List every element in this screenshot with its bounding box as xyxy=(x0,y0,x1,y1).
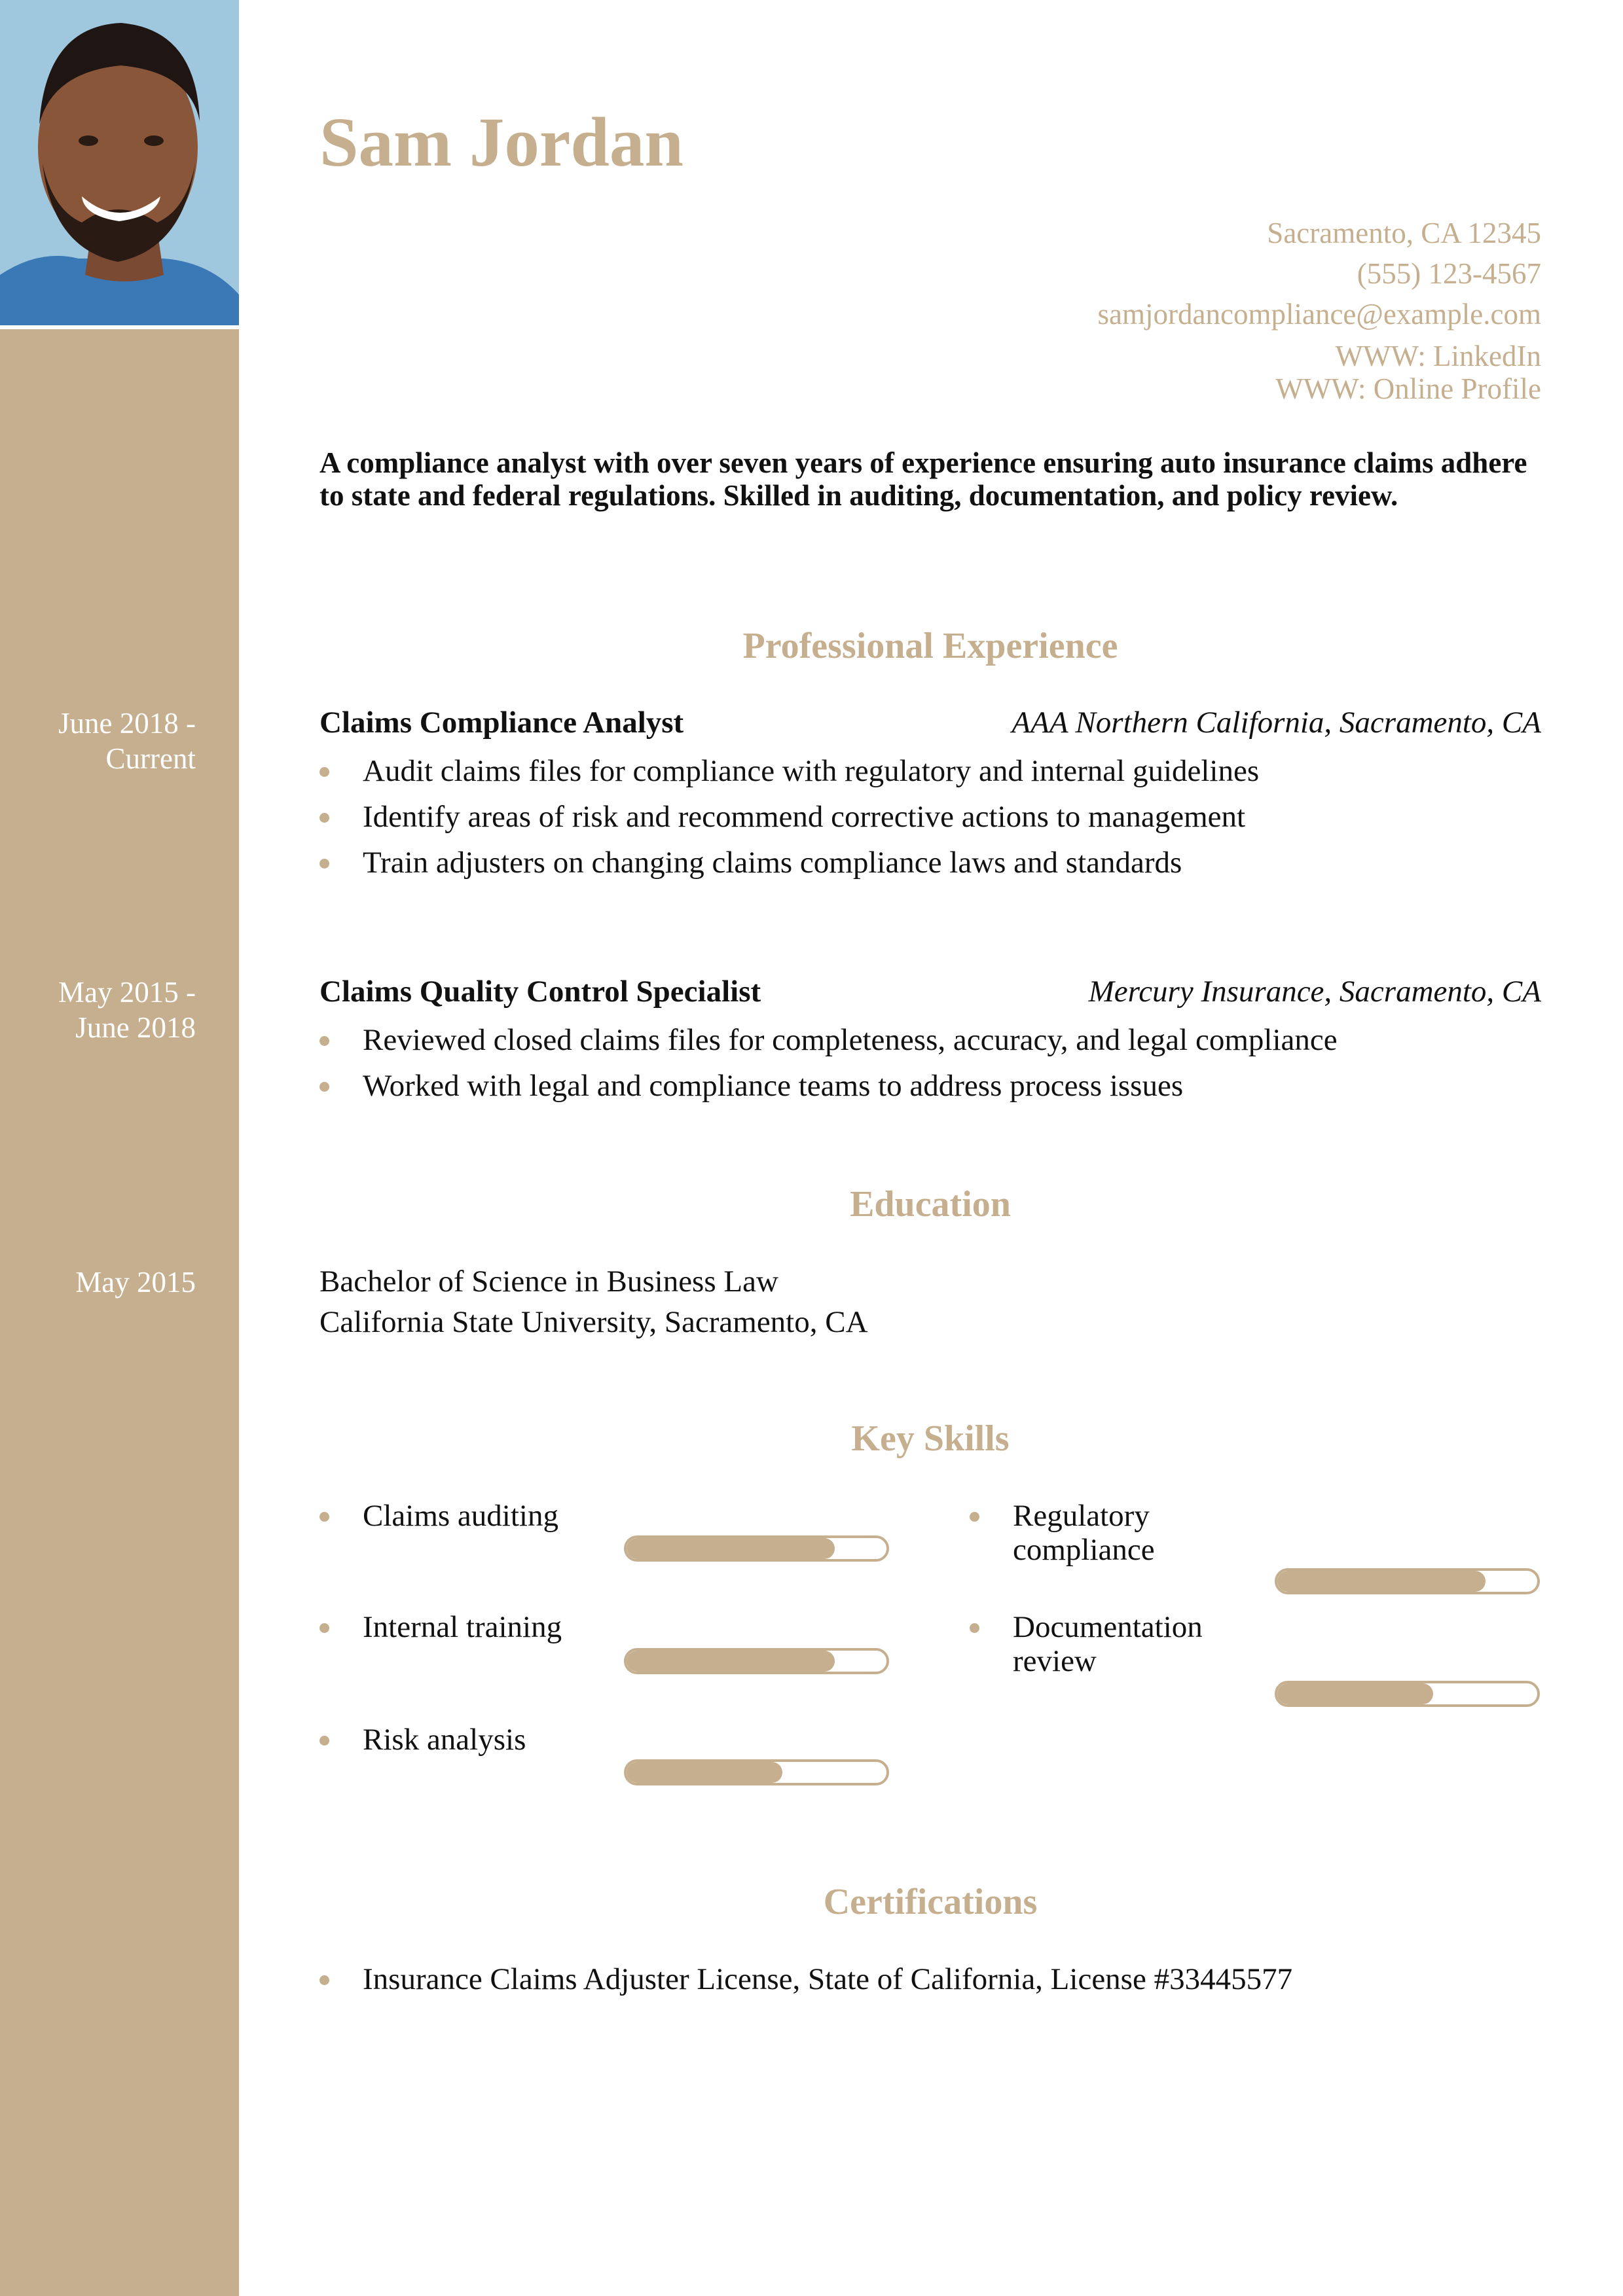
candidate-name: Sam Jordan xyxy=(319,104,684,181)
contact-email[interactable]: samjordancompliance@example.com xyxy=(1097,298,1541,331)
bullet-icon xyxy=(319,1512,329,1522)
photo-divider xyxy=(0,325,239,329)
section-title-skills: Key Skills xyxy=(851,1418,1010,1459)
job-title: Claims Quality Control Specialist xyxy=(319,975,761,1009)
profile-photo xyxy=(0,0,239,325)
education-degree: Bachelor of Science in Business Law xyxy=(319,1265,778,1299)
skill-level-bar xyxy=(624,1648,889,1674)
job-company: Mercury Insurance, Sacramento, CA xyxy=(1088,975,1541,1009)
bullet-icon xyxy=(970,1623,979,1633)
education-school: California State University, Sacramento, CA xyxy=(319,1305,868,1339)
section-title-education: Education xyxy=(850,1184,1011,1225)
section-title-experience: Professional Experience xyxy=(742,626,1118,666)
skill-level-bar xyxy=(624,1759,889,1785)
education-date: May 2015 xyxy=(75,1266,196,1299)
bullet-icon xyxy=(319,1736,329,1746)
bullet-icon xyxy=(319,1036,329,1046)
skill-level-bar xyxy=(1275,1681,1540,1707)
job-title: Claims Compliance Analyst xyxy=(319,706,684,740)
professional-summary: A compliance analyst with over seven years of experience ensuring auto insurance claims adhere to state and federal regulations. Skilled in auditing, documentation, and policy review. xyxy=(319,446,1527,512)
sidebar xyxy=(0,0,239,2296)
bullet-icon xyxy=(319,813,329,823)
bullet-icon xyxy=(319,1623,329,1633)
bullet-icon xyxy=(319,1082,329,1092)
job-company: AAA Northern California, Sacramento, CA xyxy=(1012,706,1541,740)
skill-level-bar xyxy=(1275,1568,1540,1594)
contact-profile-link[interactable]: WWW: Online Profile xyxy=(1275,372,1541,405)
experience-1-date: June 2018 - Current xyxy=(58,707,196,775)
contact-linkedin-link[interactable]: WWW: LinkedIn xyxy=(1335,340,1541,372)
bullet-icon xyxy=(319,1975,329,1985)
skill-level-bar xyxy=(624,1535,889,1562)
bullet-icon xyxy=(970,1512,979,1522)
bullet-icon xyxy=(319,859,329,869)
contact-phone: (555) 123-4567 xyxy=(1357,257,1541,290)
contact-address: Sacramento, CA 12345 xyxy=(1267,217,1541,249)
section-title-certifications: Certifications xyxy=(823,1882,1038,1922)
experience-2-date: May 2015 - June 2018 xyxy=(58,976,196,1044)
bullet-icon xyxy=(319,767,329,777)
